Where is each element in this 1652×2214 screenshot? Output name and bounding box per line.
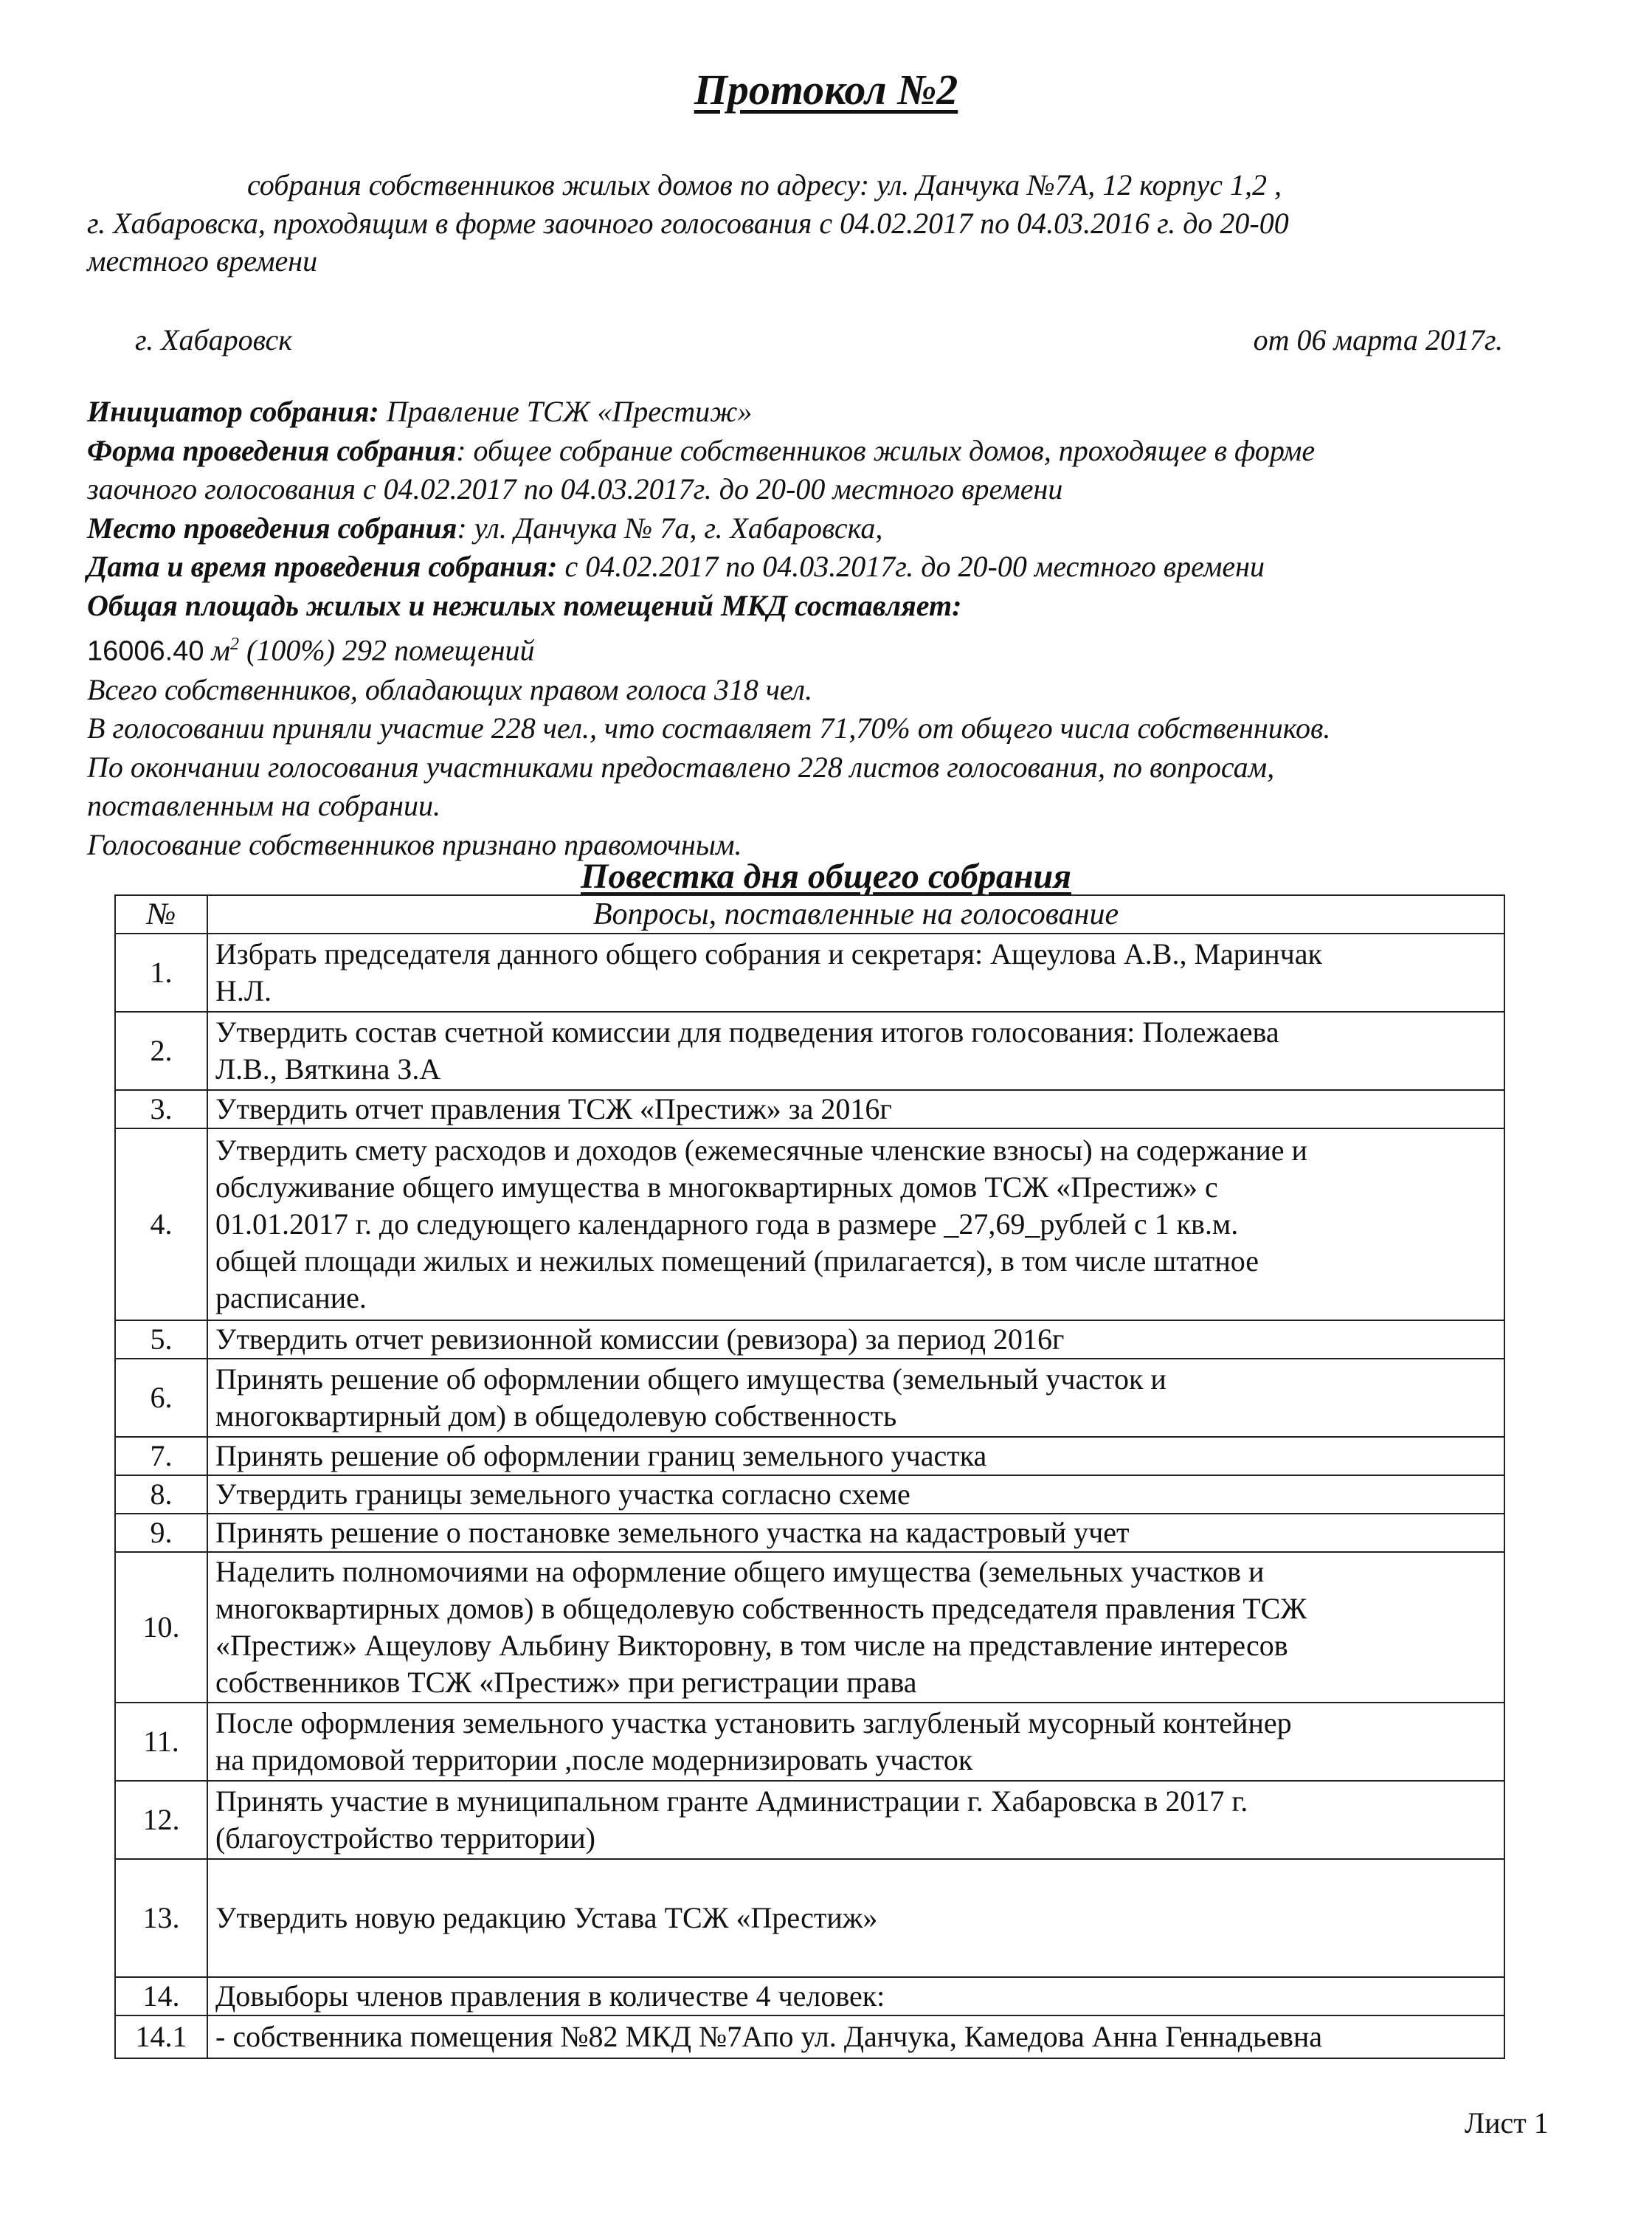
agenda-row-num: 7. xyxy=(115,1437,207,1475)
agenda-question-line: Избрать председателя данного общего собрания и секретаря: Ащеулова А.В., Маринчак xyxy=(215,937,1322,970)
agenda-question-line: расписание. xyxy=(215,1281,367,1314)
agenda-question-line: Утвердить смету расходов и доходов (ежемесячные членские взносы) на содержание и xyxy=(215,1134,1307,1167)
owners-total: Всего собственников, обладающих правом голоса 318 чел. xyxy=(87,672,813,706)
agenda-row-question xyxy=(207,1552,1504,1703)
agenda-row-question xyxy=(207,1320,1504,1359)
initiator-line xyxy=(87,393,1592,432)
agenda-question-line: Довыборы членов правления в количестве 4 человек: xyxy=(215,1979,885,2013)
agenda-body xyxy=(115,934,1504,2058)
agenda-row-num: 6. xyxy=(115,1359,207,1437)
agenda-question-line: Наделить полномочиями на оформление общего имущества (земельных участков и xyxy=(215,1555,1265,1588)
agenda-title: Повестка дня общего собрания xyxy=(581,857,1071,896)
header-num: № xyxy=(115,895,207,934)
agenda-question-line: Принять решение об оформлении общего имущества (земельный участок и xyxy=(215,1362,1167,1396)
agenda-question-line: многоквартирных домов) в общедолевую собственность председателя правления ТСЖ xyxy=(215,1592,1307,1625)
agenda-question-line: общей площади жилых и нежилых помещений (прилагается), в том числе штатное xyxy=(215,1244,1259,1277)
agenda-row xyxy=(115,1781,1504,1859)
agenda-question-line: Утвердить отчет ревизионной комиссии (ревизора) за период 2016г xyxy=(215,1322,1065,1356)
agenda-question-line: - собственника помещения №82 МКД №7Апо ул. Данчука, Камедова Анна Геннадьевна xyxy=(215,2020,1322,2053)
agenda-row-num: 14.1 xyxy=(115,2015,207,2058)
agenda-question-line: 01.01.2017 г. до следующего календарного года в размере _27,69_рублей с 1 кв.м. xyxy=(215,1207,1239,1241)
agenda-row xyxy=(115,1514,1504,1552)
agenda-row-question xyxy=(207,1703,1504,1781)
agenda-row-num: 9. xyxy=(115,1514,207,1552)
sheet-number: Лист 1 xyxy=(1465,2106,1549,2139)
sheets-line-1: По окончании голосования участниками предоставлено 228 листов голосования, по вопросам, xyxy=(87,750,1275,784)
agenda-row-num: 4. xyxy=(115,1128,207,1320)
agenda-question-line: Принять решение о постановке земельного участка на кадастровый учет xyxy=(215,1516,1130,1549)
quorum: Голосование собственников признано правомочным. xyxy=(87,827,742,861)
area-rest: (100%) 292 помещений xyxy=(239,633,535,667)
form-line-2: заочного голосования с 04.02.2017 по 04.03.2017г. до 20-00 местного времени xyxy=(87,472,1063,506)
agenda-row-question xyxy=(207,1090,1504,1128)
agenda-row-question xyxy=(207,2015,1504,2058)
agenda-row-num: 5. xyxy=(115,1320,207,1359)
datetime-value: с 04.02.2017 по 04.03.2017г. до 20-00 местного времени xyxy=(557,550,1265,583)
agenda-row-num: 10. xyxy=(115,1552,207,1703)
intro-line-3: местного времени xyxy=(87,244,318,277)
agenda-row xyxy=(115,1012,1504,1090)
intro-line-2: г. Хабаровска, проходящим в форме заочного голосования с 04.02.2017 по 04.03.2016 г. до 20-00 xyxy=(87,207,1289,240)
initiator-value: Правление ТСЖ «Престиж» xyxy=(379,395,753,428)
city: г. Хабаровск xyxy=(135,323,292,356)
intro-line-1: собрания собственников жилых домов по адресу: ул. Данчука №7А, 12 корпус 1,2 , xyxy=(247,168,1282,201)
agenda-question-line: обслуживание общего имущества в многоквартирных домов ТСЖ «Престиж» с xyxy=(215,1170,1218,1204)
place-value: : ул. Данчука № 7а, г. Хабаровска, xyxy=(457,511,883,545)
agenda-row xyxy=(115,1437,1504,1475)
agenda-row xyxy=(115,1359,1504,1437)
participation: В голосовании приняли участие 228 чел., что составляет 71,70% от общего числа собственников. xyxy=(87,711,1331,745)
agenda-row-num: 1. xyxy=(115,934,207,1012)
agenda-row-question xyxy=(207,1781,1504,1859)
agenda-row-num: 3. xyxy=(115,1090,207,1128)
agenda-question-line: Принять участие в муниципальном гранте Администрации г. Хабаровска в 2017 г. xyxy=(215,1784,1248,1818)
agenda-question-line: После оформления земельного участка установить заглубленый мусорный контейнер xyxy=(215,1706,1292,1739)
agenda-question-line: «Престиж» Ащеулову Альбину Викторовну, в том числе на представление интересов xyxy=(215,1629,1288,1662)
form-line xyxy=(87,432,1592,471)
document-title: Протокол №2 xyxy=(694,66,958,114)
agenda-row xyxy=(115,1703,1504,1781)
agenda-row-question xyxy=(207,1128,1504,1320)
area-unit: м xyxy=(204,633,231,667)
area-value-line xyxy=(87,625,1592,671)
place-label: Место проведения собрания xyxy=(87,511,457,545)
agenda-question-line: Л.В., Вяткина З.А xyxy=(215,1052,441,1086)
document-date: от 06 марта 2017г. xyxy=(1253,323,1503,356)
agenda-question-line: на придомовой территории ,после модернизировать участок xyxy=(215,1743,973,1776)
agenda-question-line: (благоустройство территории) xyxy=(215,1821,595,1855)
agenda-header-row xyxy=(115,895,1504,934)
agenda-question-line: собственников ТСЖ «Престиж» при регистрации права xyxy=(215,1666,917,1699)
meeting-info xyxy=(87,393,1592,864)
agenda-question-line: Утвердить границы земельного участка согласно схеме xyxy=(215,1477,910,1511)
agenda-row xyxy=(115,1859,1504,1977)
agenda-row-num: 11. xyxy=(115,1703,207,1781)
datetime-label: Дата и время проведения собрания: xyxy=(87,550,558,583)
agenda-row-num: 12. xyxy=(115,1781,207,1859)
agenda-row-question xyxy=(207,1475,1504,1514)
header-question: Вопросы, поставленные на голосование xyxy=(207,895,1504,934)
agenda-row-question xyxy=(207,1359,1504,1437)
form-label: Форма проведения собрания xyxy=(87,433,457,467)
sheets-line-2: поставленным на собрании. xyxy=(87,789,441,823)
initiator-label: Инициатор собрания: xyxy=(87,395,379,428)
agenda-table xyxy=(114,894,1505,2059)
agenda-row xyxy=(115,934,1504,1012)
agenda-question-line: Утвердить отчет правления ТСЖ «Престиж» за 2016г xyxy=(215,1092,892,1125)
agenda-row-num: 13. xyxy=(115,1859,207,1977)
agenda-row xyxy=(115,1475,1504,1514)
agenda-row-num: 2. xyxy=(115,1012,207,1090)
agenda-row-num: 14. xyxy=(115,1977,207,2015)
form-value: : общее собрание собственников жилых домов, проходящее в форме xyxy=(456,433,1316,467)
agenda-row-question xyxy=(207,1859,1504,1977)
datetime-line xyxy=(87,548,1592,587)
agenda-row-num: 8. xyxy=(115,1475,207,1514)
agenda-question-line: Принять решение об оформлении границ земельного участка xyxy=(215,1439,987,1472)
agenda-row-question xyxy=(207,1012,1504,1090)
agenda-row xyxy=(115,1128,1504,1320)
agenda-question-line: Утвердить состав счетной комиссии для подведения итогов голосования: Полежаева xyxy=(215,1015,1279,1049)
area-label: Общая площадь жилых и нежилых помещений МКД составляет: xyxy=(87,588,962,622)
agenda-row xyxy=(115,1320,1504,1359)
agenda-row xyxy=(115,2015,1504,2058)
place-line xyxy=(87,509,1592,548)
agenda-row-question xyxy=(207,1977,1504,2015)
agenda-row-question xyxy=(207,1437,1504,1475)
agenda-question-line: Н.Л. xyxy=(215,974,272,1007)
agenda-row-question xyxy=(207,1514,1504,1552)
agenda-question-line: Утвердить новую редакцию Устава ТСЖ «Престиж» xyxy=(215,1901,878,1934)
agenda-question-line: многоквартирный дом) в общедолевую собственность xyxy=(215,1399,897,1432)
area-label-line xyxy=(87,587,1592,626)
agenda-row xyxy=(115,1090,1504,1128)
area-number: 16006.40 xyxy=(87,635,204,667)
agenda-row xyxy=(115,1977,1504,2015)
agenda-row xyxy=(115,1552,1504,1703)
agenda-row-question xyxy=(207,934,1504,1012)
area-unit-sup: 2 xyxy=(230,635,240,654)
